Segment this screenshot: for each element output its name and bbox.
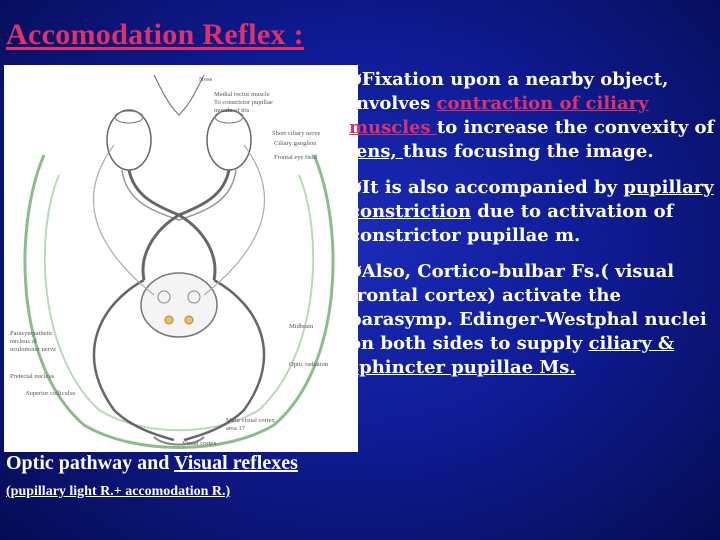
bullet-1-emphasis: contraction of ciliary muscles (349, 93, 649, 138)
figure-caption (6, 452, 298, 475)
label-medial-rectus-3: muscle of iris (214, 107, 250, 114)
label-main-visual: Main visual cortex (226, 417, 275, 424)
label-parasympathetic-2: nucleus of (10, 338, 37, 345)
optic-pathway-diagram (4, 65, 358, 452)
label-optic-radiation: Optic radiation (289, 361, 329, 368)
label-parasympathetic-3: oculomotor nerve (10, 346, 57, 353)
caption-text: Optic pathway and (6, 452, 175, 474)
label-frontal-eye: Frontal eye field (274, 154, 317, 161)
bullet-2-pre: It is also accompanied by (361, 177, 624, 198)
bullet-arrow-icon: Ø (349, 71, 362, 89)
bullet-1-mid: to increase the convexity of (436, 117, 715, 138)
bullet-2 (349, 176, 717, 248)
bullet-3-emphasis: ciliary & sphincter pupillae Ms. (349, 333, 675, 378)
bullet-3 (349, 260, 717, 380)
bullet-list (349, 68, 717, 392)
label-ciliary-ganglion: Ciliary ganglion (274, 140, 317, 147)
bullet-arrow-icon: Ø (349, 263, 362, 281)
bullet-2-post: due to activation of constrictor pupillae m. (349, 201, 674, 246)
label-medial-rectus-2: To constrictor pupillae (214, 99, 273, 106)
bullet-2-emphasis: pupillary constriction (349, 177, 714, 222)
label-visual-cortex: Visual cortex (182, 440, 217, 447)
label-main-visual-2: area 17 (226, 425, 245, 432)
bullet-1-lens: lens, (349, 141, 404, 162)
bullet-1-post: thus focusing the image. (403, 141, 654, 162)
bullet-1 (349, 68, 717, 164)
bullet-3-pre: Also, Cortico-bulbar Fs.( visual frontal cortex) activate the parasymp. Edinger-Westphal nuclei on both sides to supply (349, 261, 707, 354)
bullet-1-pre: Fixation upon a nearby object, involves (349, 69, 669, 114)
label-parasympathetic: Parasympathetic (10, 330, 53, 337)
bullet-arrow-icon: Ø (349, 179, 362, 197)
optic-pathway-drawing (4, 65, 358, 452)
label-superior-colliculus: Superior colliculus (26, 390, 76, 397)
label-pretectal: Pretectal nucleus (10, 373, 55, 380)
label-medial-rectus: Medial rectus muscle (214, 91, 270, 98)
slide-title: Accomodation Reflex : (6, 18, 304, 51)
figure-subcaption: (pupillary light R.+ accomodation R.) (6, 484, 231, 499)
caption-link[interactable]: Visual reflexes (174, 452, 298, 474)
label-midbrain: Midbrain (289, 323, 314, 330)
label-short-ciliary: Short ciliary nerve (272, 130, 321, 137)
label-nose: Nose (199, 76, 213, 83)
